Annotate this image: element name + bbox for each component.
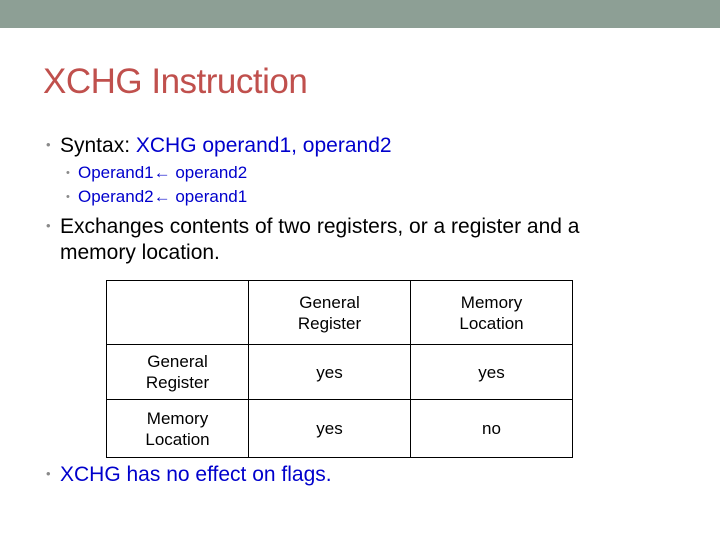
bullet-dot-icon: • [66,167,70,179]
sub-bullet-1 [66,163,247,183]
flags-note: XCHG has no effect on flags. [60,463,332,486]
table-header-row [107,281,573,345]
table-row [107,400,573,458]
table-cell: no [411,400,573,458]
bullet-exchanges [46,215,579,239]
bullet-dot-icon: • [46,137,51,152]
operand-table [106,280,573,458]
exchanges-line-1: Exchanges contents of two registers, or a register and a [60,215,580,238]
bullet-dot-icon: • [66,191,70,203]
table-corner-cell [107,281,249,345]
table-cell: yes [249,400,411,458]
syntax-label: Syntax: [60,134,136,157]
slide-title: XCHG Instruction [43,62,308,101]
col-header-general-register: General Register [249,281,411,345]
sub-bullet-text: Operand2← operand1 [78,187,248,206]
bullet-dot-icon: • [46,466,51,481]
sub-bullet-2 [66,187,247,207]
top-accent-bar [0,0,720,28]
col-header-memory-location: Memory Location [411,281,573,345]
row-header-general-register: General Register [107,345,249,400]
table-row [107,345,573,400]
sub-bullet-text: Operand1← operand2 [78,163,248,182]
syntax-text: XCHG operand1, operand2 [135,134,392,157]
table-cell: yes [411,345,573,400]
row-header-memory-location: Memory Location [107,400,249,458]
bullet-flags [46,463,332,487]
bullet-dot-icon: • [46,218,51,233]
bullet-syntax [46,134,392,158]
table-cell: yes [249,345,411,400]
exchanges-line-2: memory location. [60,241,220,264]
